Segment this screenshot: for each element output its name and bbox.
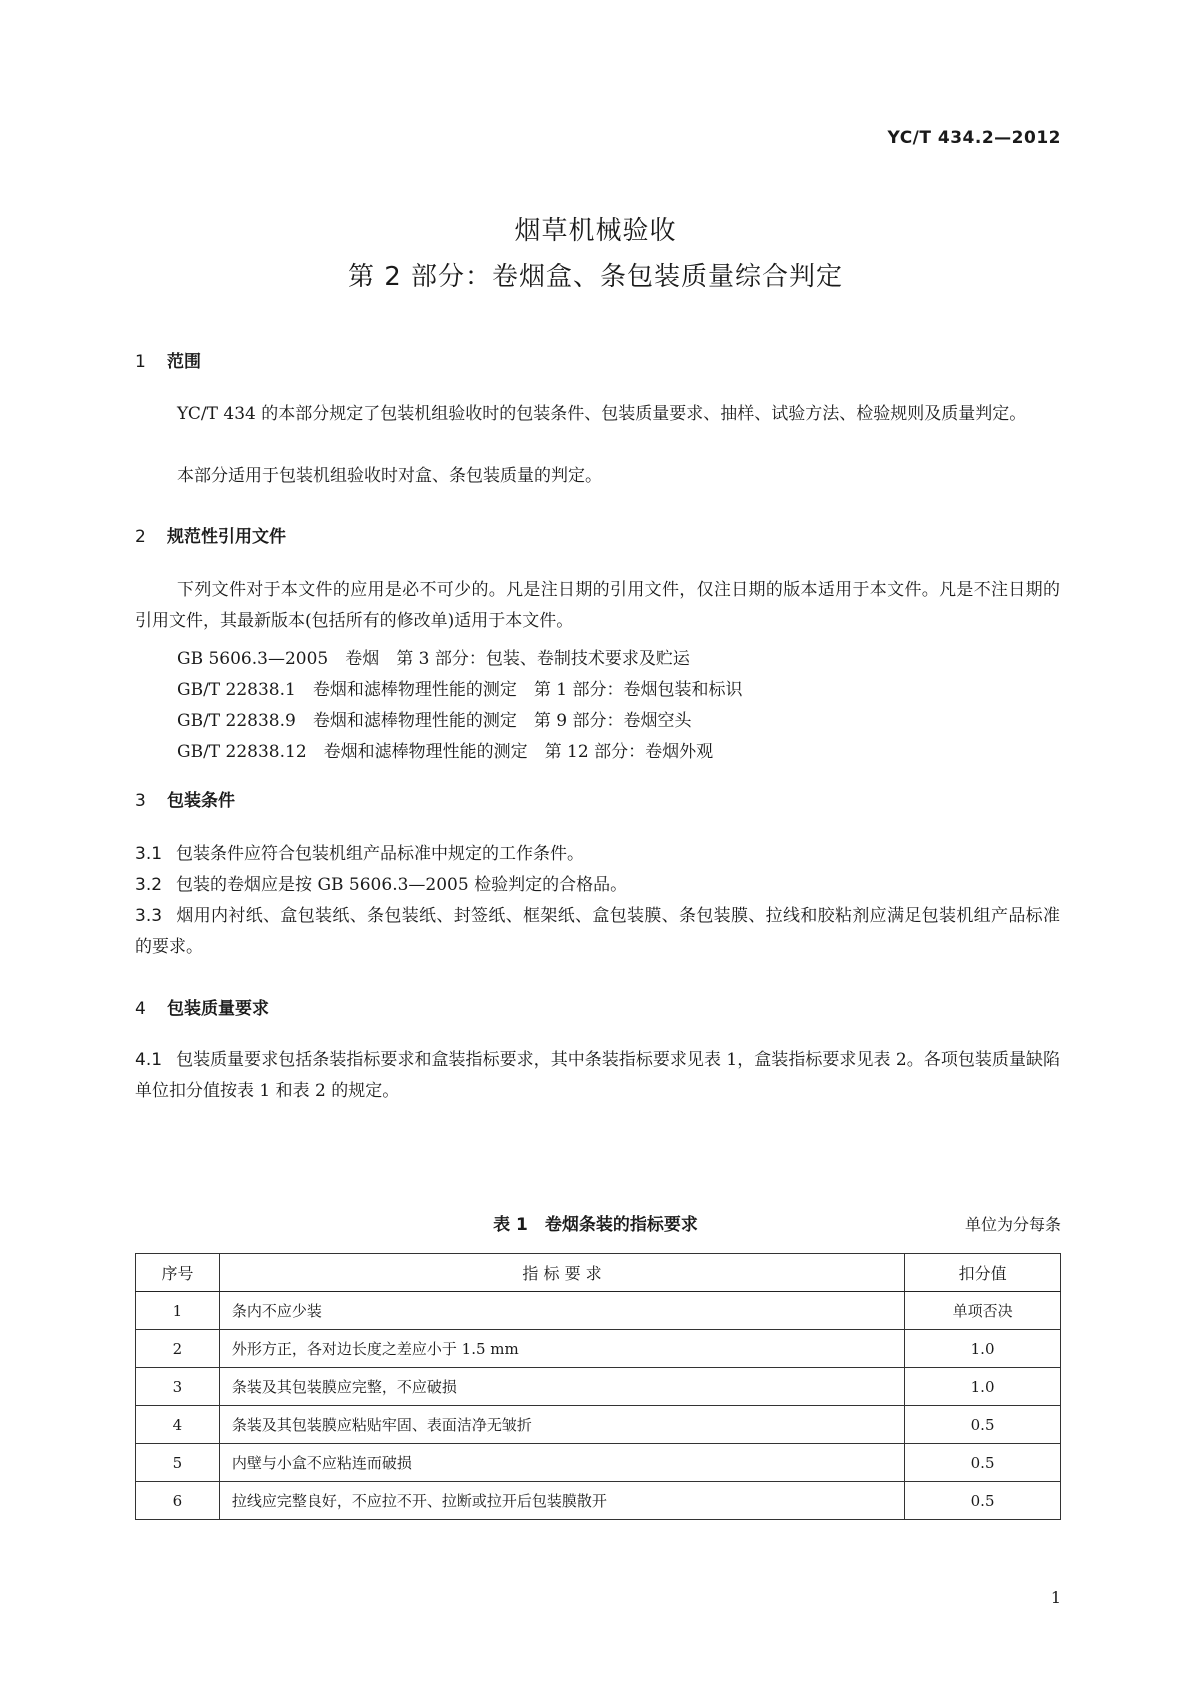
clause-3-1 bbox=[135, 839, 1060, 870]
section-1-heading bbox=[135, 347, 201, 372]
reference-item: GB/T 22838.12 卷烟和滤棒物理性能的测定 第 12 部分：卷烟外观 bbox=[177, 742, 714, 762]
section-4-heading bbox=[135, 994, 269, 1019]
doc-title-line1: 烟草机械验收 bbox=[514, 216, 677, 246]
clause-4-1 bbox=[135, 1045, 1060, 1107]
cell-deduction: 单项否决 bbox=[905, 1292, 1061, 1330]
cell-requirement: 条内不应少装 bbox=[219, 1292, 904, 1330]
cell-deduction: 0.5 bbox=[905, 1444, 1061, 1482]
cell-index: 2 bbox=[136, 1330, 220, 1368]
table-row bbox=[136, 1330, 1061, 1368]
table-unit-note: 单位为分每条 bbox=[964, 1215, 1061, 1234]
clause-text: 包装质量要求包括条装指标要求和盒装指标要求，其中条装指标要求见表 1，盒装指标要求见表 2。各项包装质量缺陷单位扣分值按表 1 和表 2 的规定。 bbox=[135, 1050, 1060, 1101]
cell-deduction: 0.5 bbox=[905, 1406, 1061, 1444]
table-row bbox=[136, 1406, 1061, 1444]
table-row bbox=[136, 1368, 1061, 1406]
section-2-heading bbox=[135, 522, 286, 547]
section-1-para-1: YC/T 434 的本部分规定了包装机组验收时的包装条件、包装质量要求、抽样、试验方法、检验规则及质量判定。 bbox=[177, 404, 1027, 424]
page-number: 1 bbox=[1050, 1588, 1061, 1607]
cell-requirement: 条装及其包装膜应完整，不应破损 bbox=[219, 1368, 904, 1406]
requirements-table bbox=[135, 1253, 1061, 1520]
reference-item: GB 5606.3—2005 卷烟 第 3 部分：包装、卷制技术要求及贮运 bbox=[177, 649, 690, 669]
column-header-deduction: 扣分值 bbox=[905, 1254, 1061, 1292]
section-title: 包装质量要求 bbox=[167, 999, 269, 1019]
cell-deduction: 0.5 bbox=[905, 1482, 1061, 1520]
section-2-para-1: 下列文件对于本文件的应用是必不可少的。凡是注日期的引用文件，仅注日期的版本适用于本文件。凡是不注日期的引用文件，其最新版本(包括所有的修改单)适用于本文件。 bbox=[135, 580, 1060, 631]
table-row bbox=[136, 1444, 1061, 1482]
cell-index: 1 bbox=[136, 1292, 220, 1330]
standard-code: YC/T 434.2—2012 bbox=[887, 128, 1061, 148]
section-number: 2 bbox=[135, 527, 146, 547]
reference-item: GB/T 22838.9 卷烟和滤棒物理性能的测定 第 9 部分：卷烟空头 bbox=[177, 711, 692, 731]
section-title: 规范性引用文件 bbox=[167, 527, 286, 547]
section-title: 包装条件 bbox=[167, 791, 235, 811]
section-1-para-2: 本部分适用于包装机组验收时对盒、条包装质量的判定。 bbox=[177, 466, 602, 486]
clause-3-3 bbox=[135, 901, 1060, 963]
section-number: 4 bbox=[135, 999, 146, 1019]
table-caption: 表 1 卷烟条装的指标要求 bbox=[493, 1215, 698, 1235]
cell-index: 3 bbox=[136, 1368, 220, 1406]
table-row bbox=[136, 1292, 1061, 1330]
section-title: 范围 bbox=[167, 352, 201, 372]
cell-requirement: 拉线应完整良好，不应拉不开、拉断或拉开后包装膜散开 bbox=[219, 1482, 904, 1520]
cell-requirement: 条装及其包装膜应粘贴牢固、表面洁净无皱折 bbox=[219, 1406, 904, 1444]
reference-item: GB/T 22838.1 卷烟和滤棒物理性能的测定 第 1 部分：卷烟包装和标识 bbox=[177, 680, 743, 700]
clause-text: 包装条件应符合包装机组产品标准中规定的工作条件。 bbox=[176, 844, 585, 864]
clause-text: 烟用内衬纸、盒包装纸、条包装纸、封签纸、框架纸、盒包装膜、条包装膜、拉线和胶粘剂应满足包装机组产品标准的要求。 bbox=[135, 906, 1060, 957]
table-row bbox=[136, 1482, 1061, 1520]
section-3-heading bbox=[135, 786, 235, 811]
cell-deduction: 1.0 bbox=[905, 1368, 1061, 1406]
section-number: 3 bbox=[135, 791, 146, 811]
doc-title-line2: 第 2 部分：卷烟盒、条包装质量综合判定 bbox=[347, 262, 844, 292]
clause-number: 4.1 bbox=[135, 1050, 163, 1070]
section-number: 1 bbox=[135, 352, 146, 372]
clause-number: 3.1 bbox=[135, 844, 163, 864]
table-header-row bbox=[136, 1254, 1061, 1292]
cell-requirement: 外形方正，各对边长度之差应小于 1.5 mm bbox=[219, 1330, 904, 1368]
column-header-requirement: 指 标 要 求 bbox=[219, 1254, 904, 1292]
clause-text: 包装的卷烟应是按 GB 5606.3—2005 检验判定的合格品。 bbox=[176, 875, 628, 895]
cell-index: 5 bbox=[136, 1444, 220, 1482]
cell-index: 4 bbox=[136, 1406, 220, 1444]
clause-3-2 bbox=[135, 870, 1060, 901]
cell-index: 6 bbox=[136, 1482, 220, 1520]
cell-deduction: 1.0 bbox=[905, 1330, 1061, 1368]
column-header-index: 序号 bbox=[136, 1254, 220, 1292]
cell-requirement: 内壁与小盒不应粘连而破损 bbox=[219, 1444, 904, 1482]
clause-number: 3.2 bbox=[135, 875, 163, 895]
clause-number: 3.3 bbox=[135, 906, 163, 926]
